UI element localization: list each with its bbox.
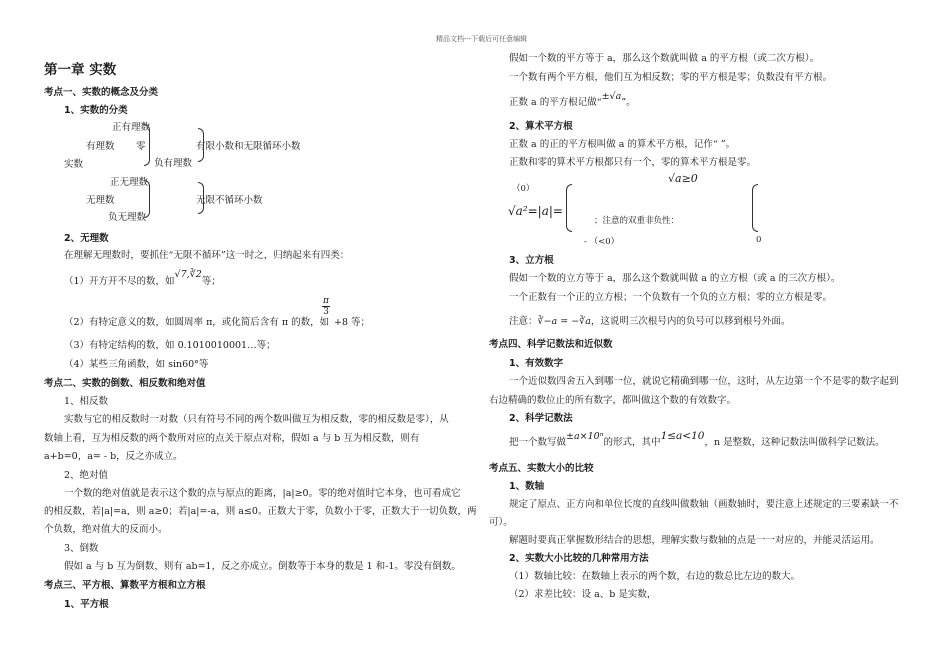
sqrt-def-2: 一个数有两个平方根，他们互为相反数；零的平方根是零；负数没有平方根。 bbox=[509, 72, 833, 83]
formula-lhs: √a²=|a|= bbox=[508, 204, 563, 218]
item2-numerator: π bbox=[323, 296, 329, 306]
sci-math-2: 1≤a<10 bbox=[660, 430, 705, 442]
tree-brace-rational-note bbox=[198, 128, 204, 162]
irrational-item-3: （3）有特定结构的数，如 0.1010010001…等； bbox=[64, 340, 276, 351]
item2-fraction bbox=[322, 296, 330, 317]
cube-root-signs: 一个正数有一个正的立方根；一个负数有一个负的立方根；零的立方根是零。 bbox=[509, 292, 833, 303]
tree-rational: 有理数 bbox=[86, 141, 115, 152]
item1-tail: 等； bbox=[201, 276, 221, 287]
compare-method-1: （1）数轴比较：在数轴上表示的两个数，右边的数总比左边的数大。 bbox=[509, 571, 801, 582]
opposite-para-3: a+b=0，a= - b，反之亦成立。 bbox=[44, 451, 183, 462]
sig-figs-para-1: 一个近似数四舍五入到哪一位，就说它精确到哪一位，这时，从左边第一个不是零的数字起到 bbox=[509, 376, 899, 387]
tree-pos-irrational: 正无理数 bbox=[110, 177, 149, 188]
irrational-intro: 在理解无理数时，要抓住“无限不循环”这一时之，归纳起来有四类： bbox=[64, 250, 350, 261]
sqrt-def-1: 假如一个数的平方等于 a，那么这个数就叫做 a 的平方根（或二次方根）。 bbox=[509, 53, 820, 64]
number-line-para-3: 解题时要真正掌握数形结合的思想，理解实数与数轴的点是一一对应的，并能灵活运用。 bbox=[509, 535, 880, 546]
subsection-irrational: 2、无理数 bbox=[64, 233, 109, 244]
cube-root-def: 假如一个数的立方等于 a，那么这个数就叫做 a 的立方根（或 a 的三次方根）。 bbox=[509, 273, 841, 284]
subsection-classification: 1、实数的分类 bbox=[64, 105, 128, 116]
cube-root-note bbox=[509, 313, 790, 327]
subsection-sci-notation: 2、科学记数法 bbox=[509, 413, 573, 424]
formula-left-brace bbox=[566, 184, 572, 232]
subsection-square-root: 1、平方根 bbox=[64, 599, 109, 610]
section-k5-title: 考点五、实数大小的比较 bbox=[489, 463, 594, 474]
sci-text-2: 的形式，其中 bbox=[603, 437, 661, 448]
sqrt-notation-math: ±√a bbox=[601, 91, 622, 102]
opposite-para-2: 数轴上看，互为相反数的两个数所对应的点关于原点对称，假如 a 与 b 互为相反数，则有 bbox=[44, 433, 420, 444]
formula-negative: - （<0） bbox=[584, 237, 620, 247]
tree-brace-irrational bbox=[144, 180, 150, 218]
compare-method-2: （2）求差比较：设 a、b 是实数， bbox=[509, 589, 657, 600]
item2-tail: +8 等； bbox=[334, 317, 371, 328]
absolute-para-1: 一个数的绝对值就是表示这个数的点与原点的距离，|a|≥0。零的绝对值时它本身，也可看成它 bbox=[64, 488, 461, 499]
sqrt-notation-text: 正数 a 的平方根记做“ bbox=[509, 97, 602, 108]
formula-right-brace bbox=[752, 184, 758, 232]
chapter-title: 第一章 实数 bbox=[44, 62, 117, 78]
number-line-para-2: 可）。 bbox=[489, 517, 513, 528]
tree-pos-rational: 正有理数 bbox=[112, 122, 151, 133]
sci-math-1: ±a×10ⁿ bbox=[566, 431, 604, 442]
subsection-compare-methods: 2、实数大小比较的几种常用方法 bbox=[509, 553, 649, 564]
subsection-arith-sqrt: 2、算术平方根 bbox=[509, 121, 573, 132]
subsection-absolute: 2、绝对值 bbox=[64, 470, 109, 481]
sci-text-3: ，n 是整数，这种记数法叫做科学记数法。 bbox=[704, 437, 885, 448]
reciprocal-para: 假如 a 与 b 互为倒数，则有 ab=1，反之亦成立。倒数等于本身的数是 1 和-1。零没有倒数。 bbox=[64, 561, 461, 572]
tree-brace-rational bbox=[144, 124, 150, 166]
absolute-para-3: 个负数，绝对值大的反而小。 bbox=[44, 524, 168, 535]
section-k3-title: 考点三、平方根、算数平方根和立方根 bbox=[44, 580, 206, 591]
cube-root-note-math: ∛−a = −∛a bbox=[537, 316, 591, 327]
tree-neg-rational: 负有理数 bbox=[154, 158, 193, 169]
subsection-sig-figs: 1、有效数字 bbox=[509, 358, 564, 369]
sci-text-1: 把一个数写做 bbox=[509, 437, 567, 448]
subsection-cube-root: 3、立方根 bbox=[509, 255, 554, 266]
sqrt-notation-tail: ”。 bbox=[621, 97, 636, 108]
sig-figs-para-2: 右边精确的数位止的所有数字，都叫做这个数的有效数字。 bbox=[489, 395, 737, 406]
irrational-item-4: （4）某些三角函数，如 sin60°等 bbox=[64, 359, 209, 370]
tree-zero: 零 bbox=[136, 141, 146, 152]
formula-zero-right: 0 bbox=[756, 235, 762, 245]
item2-denominator: 3 bbox=[323, 307, 329, 317]
tree-brace-irrational-note bbox=[198, 182, 204, 214]
subsection-number-line: 1、数轴 bbox=[509, 481, 545, 492]
irrational-item-1 bbox=[64, 269, 221, 287]
tree-neg-irrational: 负无理数 bbox=[108, 212, 147, 223]
item2-text: （2）有特定意义的数，如圆周率 π，或化简后含有 π 的数，如 bbox=[64, 317, 330, 328]
formula-note: ；注意的双重非负性： bbox=[594, 216, 680, 226]
cube-root-note-tail: ，这说明三次根号内的负号可以移到根号外面。 bbox=[590, 316, 791, 327]
tree-irrational-note: 无限不循环小数 bbox=[196, 195, 263, 206]
page-header: 精品文档---下载后可任意编辑 bbox=[436, 35, 528, 43]
tree-irrational: 无理数 bbox=[86, 195, 115, 206]
tree-rational-note: 有限小数和无限循环小数 bbox=[196, 141, 301, 152]
arith-sqrt-def: 正数 a 的正的平方根叫做 a 的算术平方根，记作“ ”。 bbox=[509, 139, 736, 150]
item1-text: （1）开方开不尽的数，如 bbox=[64, 276, 175, 287]
sci-notation-para bbox=[509, 430, 885, 448]
subsection-reciprocal: 3、倒数 bbox=[64, 543, 99, 554]
number-line-para-1: 规定了原点、正方向和单位长度的直线叫做数轴（画数轴时，要注意上述规定的三要素缺一不 bbox=[509, 499, 899, 510]
opposite-para-1: 实数与它的相反数时一对数（只有符号不同的两个数叫做互为相反数，零的相反数是零），从 bbox=[64, 414, 449, 425]
subsection-opposite: 1、相反数 bbox=[64, 396, 109, 407]
section-k1-title: 考点一、实数的概念及分类 bbox=[44, 87, 159, 98]
cube-root-note-label: 注意： bbox=[509, 316, 538, 327]
formula-nonneg: √a≥0 bbox=[668, 172, 698, 185]
section-k4-title: 考点四、科学记数法和近似数 bbox=[489, 339, 613, 350]
irrational-item-2 bbox=[64, 314, 329, 328]
sqrt-notation bbox=[509, 91, 636, 108]
tree-root: 实数 bbox=[64, 159, 84, 170]
arith-sqrt-unique: 正数和零的算术平方根都只有一个，零的算术平方根是零。 bbox=[509, 157, 757, 168]
item1-math: √7,∛2 bbox=[174, 269, 202, 280]
formula-zero-left: （0） bbox=[512, 184, 535, 194]
section-k2-title: 考点二、实数的倒数、相反数和绝对值 bbox=[44, 378, 206, 389]
absolute-para-2: 的相反数，若|a|=a，则 a≥0；若|a|=-a，则 a≤0。正数大于零，负数小于零，正数大于一切负数，两 bbox=[44, 506, 477, 517]
